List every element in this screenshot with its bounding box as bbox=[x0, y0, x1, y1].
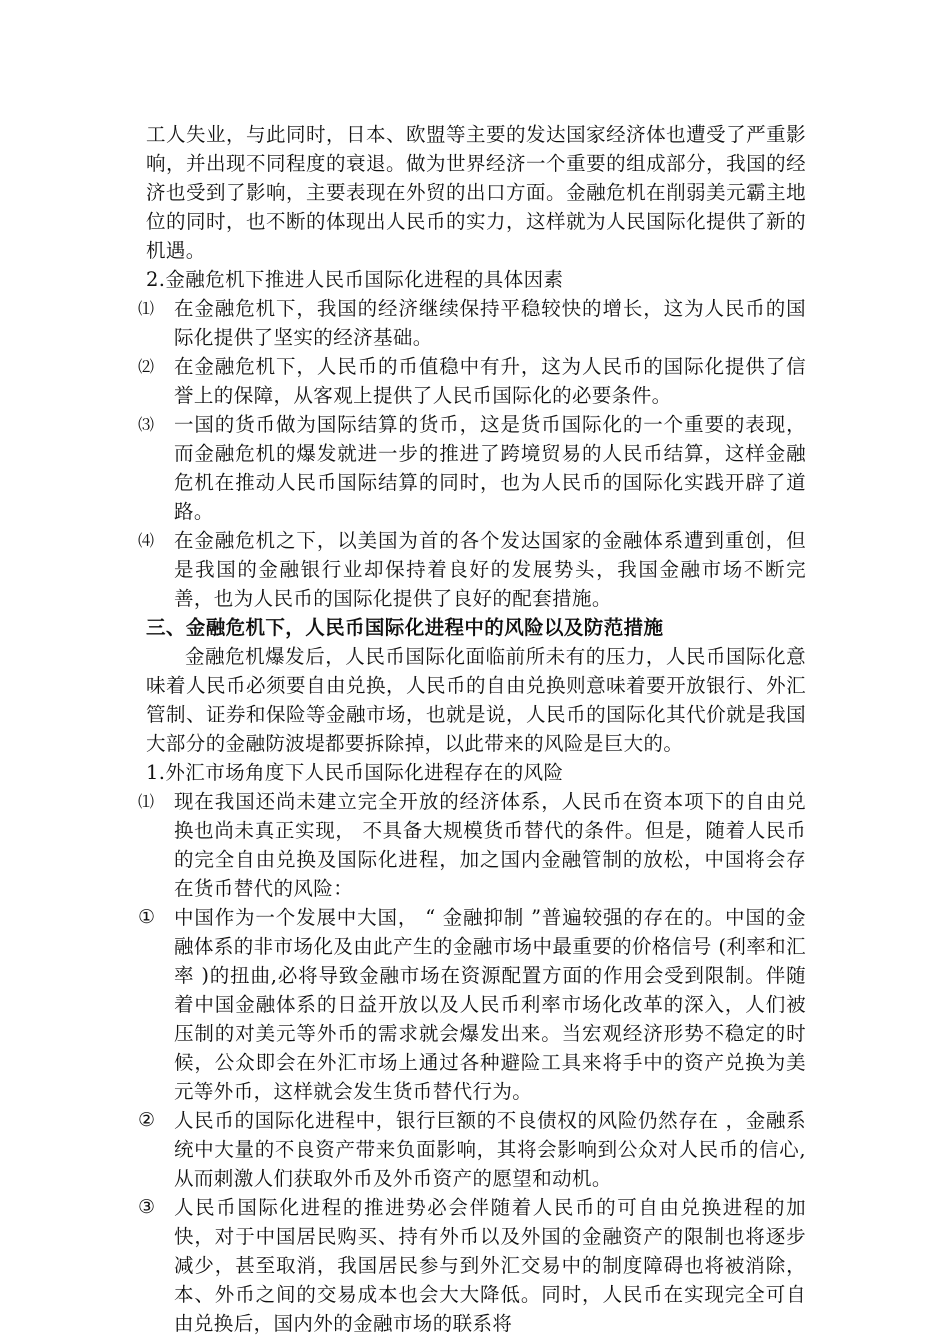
list-marker: ③ bbox=[138, 1196, 156, 1218]
list-item-text: 在金融危机之下，以美国为首的各个发达国家的金融体系遭到重创，但是我国的金融银行业却保持着良好的发展势头，我国金融市场不断完善，也为人民币的国际化提供了良好的配套措施。 bbox=[174, 529, 806, 610]
subsection1-list-item bbox=[138, 787, 806, 903]
intro-paragraph: 工人失业，与此同时，日本、欧盟等主要的发达国家经济体也遭受了严重影响，并出现不同程度的衰退。做为世界经济一个重要的组成部分，我国的经济也受到了影响，主要表现在外贸的出口方面。金融危机在削弱美元霸主地位的同时，也不断的体现出人民币的实力，这样就为人民国际化提供了新的机遇。 bbox=[146, 123, 806, 262]
section2-list-item bbox=[138, 410, 806, 526]
circled-list-item bbox=[138, 1193, 806, 1338]
list-marker: ① bbox=[138, 906, 156, 928]
circled-list-item bbox=[138, 903, 806, 1106]
list-marker: ⑴ bbox=[138, 299, 155, 318]
list-item-text: 中国作为一个发展中大国， “ 金融抑制 ”普遍较强的存在的。中国的金融体系的非市场化及由此产生的金融市场中最重要的价格信号 (利率和汇率 )的扭曲,必将导致金融市场在资源配置方面的作用会受到限制。伴随着中国金融体系的日益开放以及人民币利率市场化改革的深入，人们被压制的对美元等外币的需求就会爆发出来。当宏观经济形势不稳定的时候，公众即会在外汇市场上通过各种避险工具来将手中的资产兑换为美元等外币，这样就会发生货币替代行为。 bbox=[174, 906, 806, 1103]
section2-title: 2.金融危机下推进人民币国际化进程的具体因素 bbox=[146, 268, 564, 291]
list-item-text: 在金融危机下，人民币的币值稳中有升，这为人民币的国际化提供了信誉上的保障，从客观上提供了人民币国际化的必要条件。 bbox=[174, 355, 806, 407]
list-marker: ⑶ bbox=[138, 415, 155, 434]
list-marker: ⑵ bbox=[138, 357, 155, 376]
list-item-text: 人民币国际化进程的推进势必会伴随着人民币的可自由兑换进程的加快，对于中国居民购买、持有外币以及外国的金融资产的限制也将逐步减少，甚至取消，我国居民参与到外汇交易中的制度障碍也将被消除，本、外币之间的交易成本也会大大降低。同时，人民币在实现完全可自由兑换后，国内外的金融市场的联系将 bbox=[174, 1196, 806, 1335]
section3-paragraph: 金融危机爆发后，人民币国际化面临前所未有的压力，人民币国际化意味着人民币必须要自由兑换，人民币的自由兑换则意味着要开放银行、外汇管制、证券和保险等金融市场，也就是说，人民币的国际化其代价就是我国大部分的金融防波堤都要拆除掉，以此带来的风险是巨大的。 bbox=[146, 645, 806, 755]
list-item-text: 在金融危机下，我国的经济继续保持平稳较快的增长，这为人民币的国际化提供了坚实的经济基础。 bbox=[174, 297, 806, 349]
document-page bbox=[138, 120, 806, 1338]
list-marker: ⑴ bbox=[138, 792, 155, 811]
list-item-text: 一国的货币做为国际结算的货币，这是货币国际化的一个重要的表现，而金融危机的爆发就进一步的推进了跨境贸易的人民币结算，这样金融危机在推动人民币国际结算的同时，也为人民币的国际化实践开辟了道路。 bbox=[174, 413, 806, 523]
section3-heading: 三、金融危机下，人民币国际化进程中的风险以及防范措施 bbox=[146, 616, 664, 639]
section2-list-item bbox=[138, 526, 806, 613]
subsection1-title: 1.外汇市场角度下人民币国际化进程存在的风险 bbox=[146, 761, 564, 784]
list-marker: ⑷ bbox=[138, 531, 155, 550]
circled-list-item bbox=[138, 1106, 806, 1193]
section2-list-item bbox=[138, 352, 806, 410]
list-marker: ② bbox=[138, 1109, 156, 1131]
list-item-text: 人民币的国际化进程中，银行巨额的不良债权的风险仍然存在 ，金融系统中大量的不良资产带来负面影响，其将会影响到公众对人民币的信心,从而刺激人们获取外币及外币资产的愿望和动机。 bbox=[174, 1109, 806, 1190]
list-item-text: 现在我国还尚未建立完全开放的经济体系，人民币在资本项下的自由兑换也尚未真正实现， 不具备大规模货币替代的条件。但是，随着人民币的完全自由兑换及国际化进程，加之国内金融管制的放松，中国将会存在货币替代的风险： bbox=[174, 790, 806, 900]
section2-list-item bbox=[138, 294, 806, 352]
